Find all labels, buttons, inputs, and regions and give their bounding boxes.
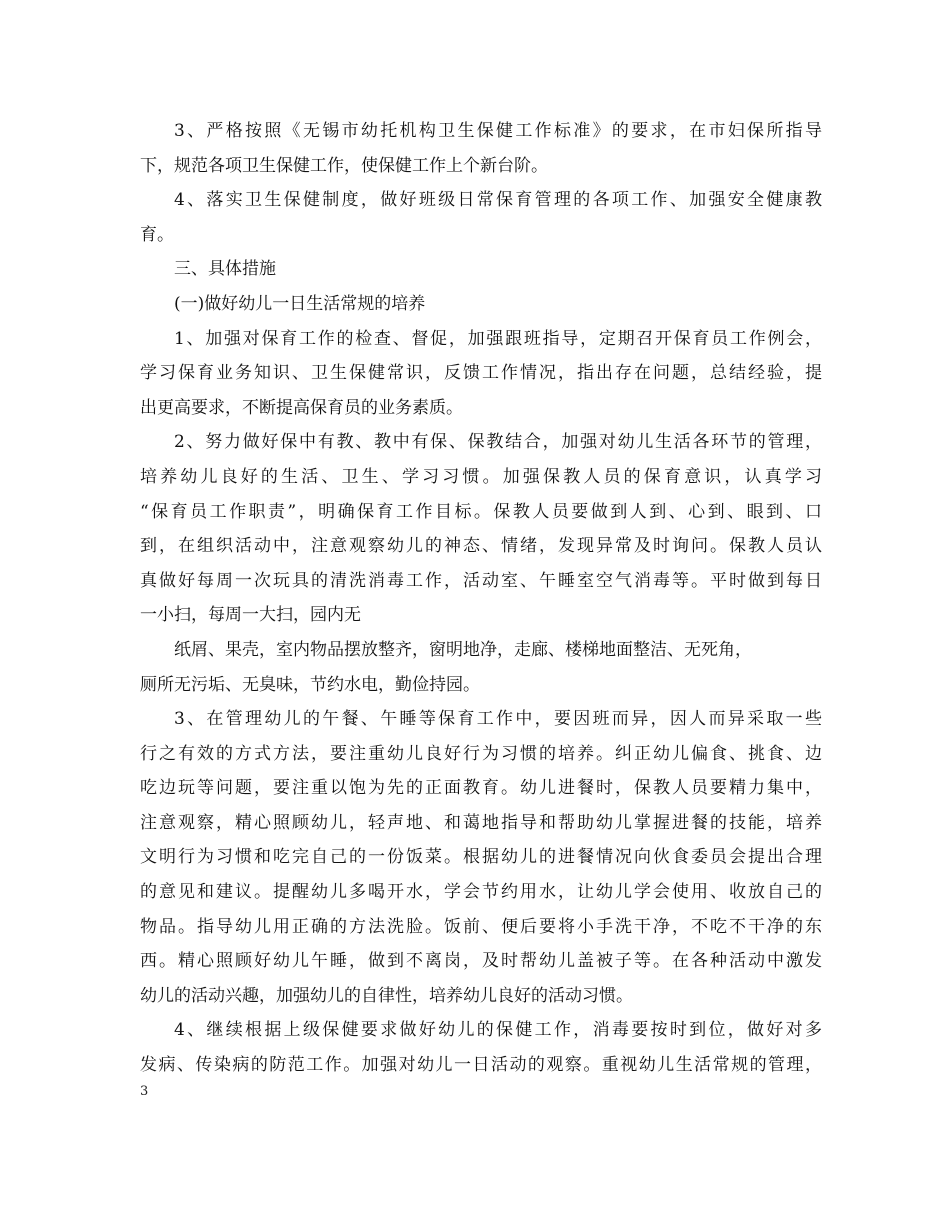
text-line: 注意观察，精心照顾幼儿，轻声地、和蔼地指导和帮助幼儿掌握进餐的技能，培养 [140,812,822,833]
text-line: 厕所无污垢、无臭味，节约水电，勤俭持园。 [140,674,480,695]
text-line: 纸屑、果壳，室内物品摆放整齐，窗明地净，走廊、楼梯地面整洁、无死角， [174,639,752,660]
page-number: 3 [140,1084,149,1099]
text-line: 4、落实卫生保健制度，做好班级日常保育管理的各项工作、加强安全健康教 [174,190,822,211]
text-line: 育。 [140,224,174,245]
text-line: 到，在组织活动中，注意观察幼儿的神态、情绪，发现异常及时询问。保教人员认 [140,536,822,557]
text-line: 出更高要求，不断提高保育员的业务素质。 [140,397,463,418]
text-line: 1、加强对保育工作的检查、督促，加强跟班指导，定期召开保育员工作例会， [174,328,822,349]
text-line: 物品。指导幼儿用正确的方法洗脸。饭前、便后要将小手洗干净，不吃不干净的东 [140,916,822,937]
text-line: 3、严格按照《无锡市幼托机构卫生保健工作标准》的要求，在市妇保所指导 [174,121,822,141]
text-line: 下，规范各项卫生保健工作，使保健工作上个新台阶。 [140,155,548,176]
document-body [140,114,822,1083]
text-line: 吃边玩等问题，要注重以饱为先的正面教育。幼儿进餐时，保教人员要精力集中， [140,778,822,799]
text-line: 的意见和建议。提醒幼儿多喝开水，学会节约用水，让幼儿学会使用、收放自己的 [140,882,822,903]
text-line: 3、在管理幼儿的午餐、午睡等保育工作中，要因班而异，因人而异采取一些 [174,709,822,730]
text-line: 幼儿的活动兴趣，加强幼儿的自律性，培养幼儿良好的活动习惯。 [140,985,633,1006]
text-line: 一小扫，每周一大扫，园内无 [140,605,361,626]
section-heading: 三、具体措施 [174,259,276,280]
text-line: 行之有效的方式方法，要注重幼儿良好行为习惯的培养。纠正幼儿偏食、挑食、边 [140,743,822,764]
subsection-heading: (一)做好幼儿一日生活常规的培养 [174,293,426,314]
text-line: 学习保育业务知识、卫生保健常识，反馈工作情况，指出存在问题，总结经验，提 [140,363,822,384]
text-line: 发病、传染病的防范工作。加强对幼儿一日活动的观察。重视幼儿生活常规的管理， [140,1055,822,1076]
text-line: 西。精心照顾好幼儿午睡，做到不离岗，及时帮幼儿盖被子等。在各种活动中激发 [140,951,822,972]
text-line: 2、努力做好保中有教、教中有保、保教结合，加强对幼儿生活各环节的管理， [174,432,822,453]
text-line: 真做好每周一次玩具的清洗消毒工作，活动室、午睡室空气消毒等。平时做到每日 [140,570,822,591]
text-line: “保育员工作职责”，明确保育工作目标。保教人员要做到人到、心到、眼到、口 [140,501,822,522]
text-line: 文明行为习惯和吃完自己的一份饭菜。根据幼儿的进餐情况向伙食委员会提出合理 [140,847,822,868]
text-line: 培养幼儿良好的生活、卫生、学习习惯。加强保教人员的保育意识，认真学习 [140,466,822,487]
text-line: 4、继续根据上级保健要求做好幼儿的保健工作，消毒要按时到位，做好对多 [174,1020,822,1041]
